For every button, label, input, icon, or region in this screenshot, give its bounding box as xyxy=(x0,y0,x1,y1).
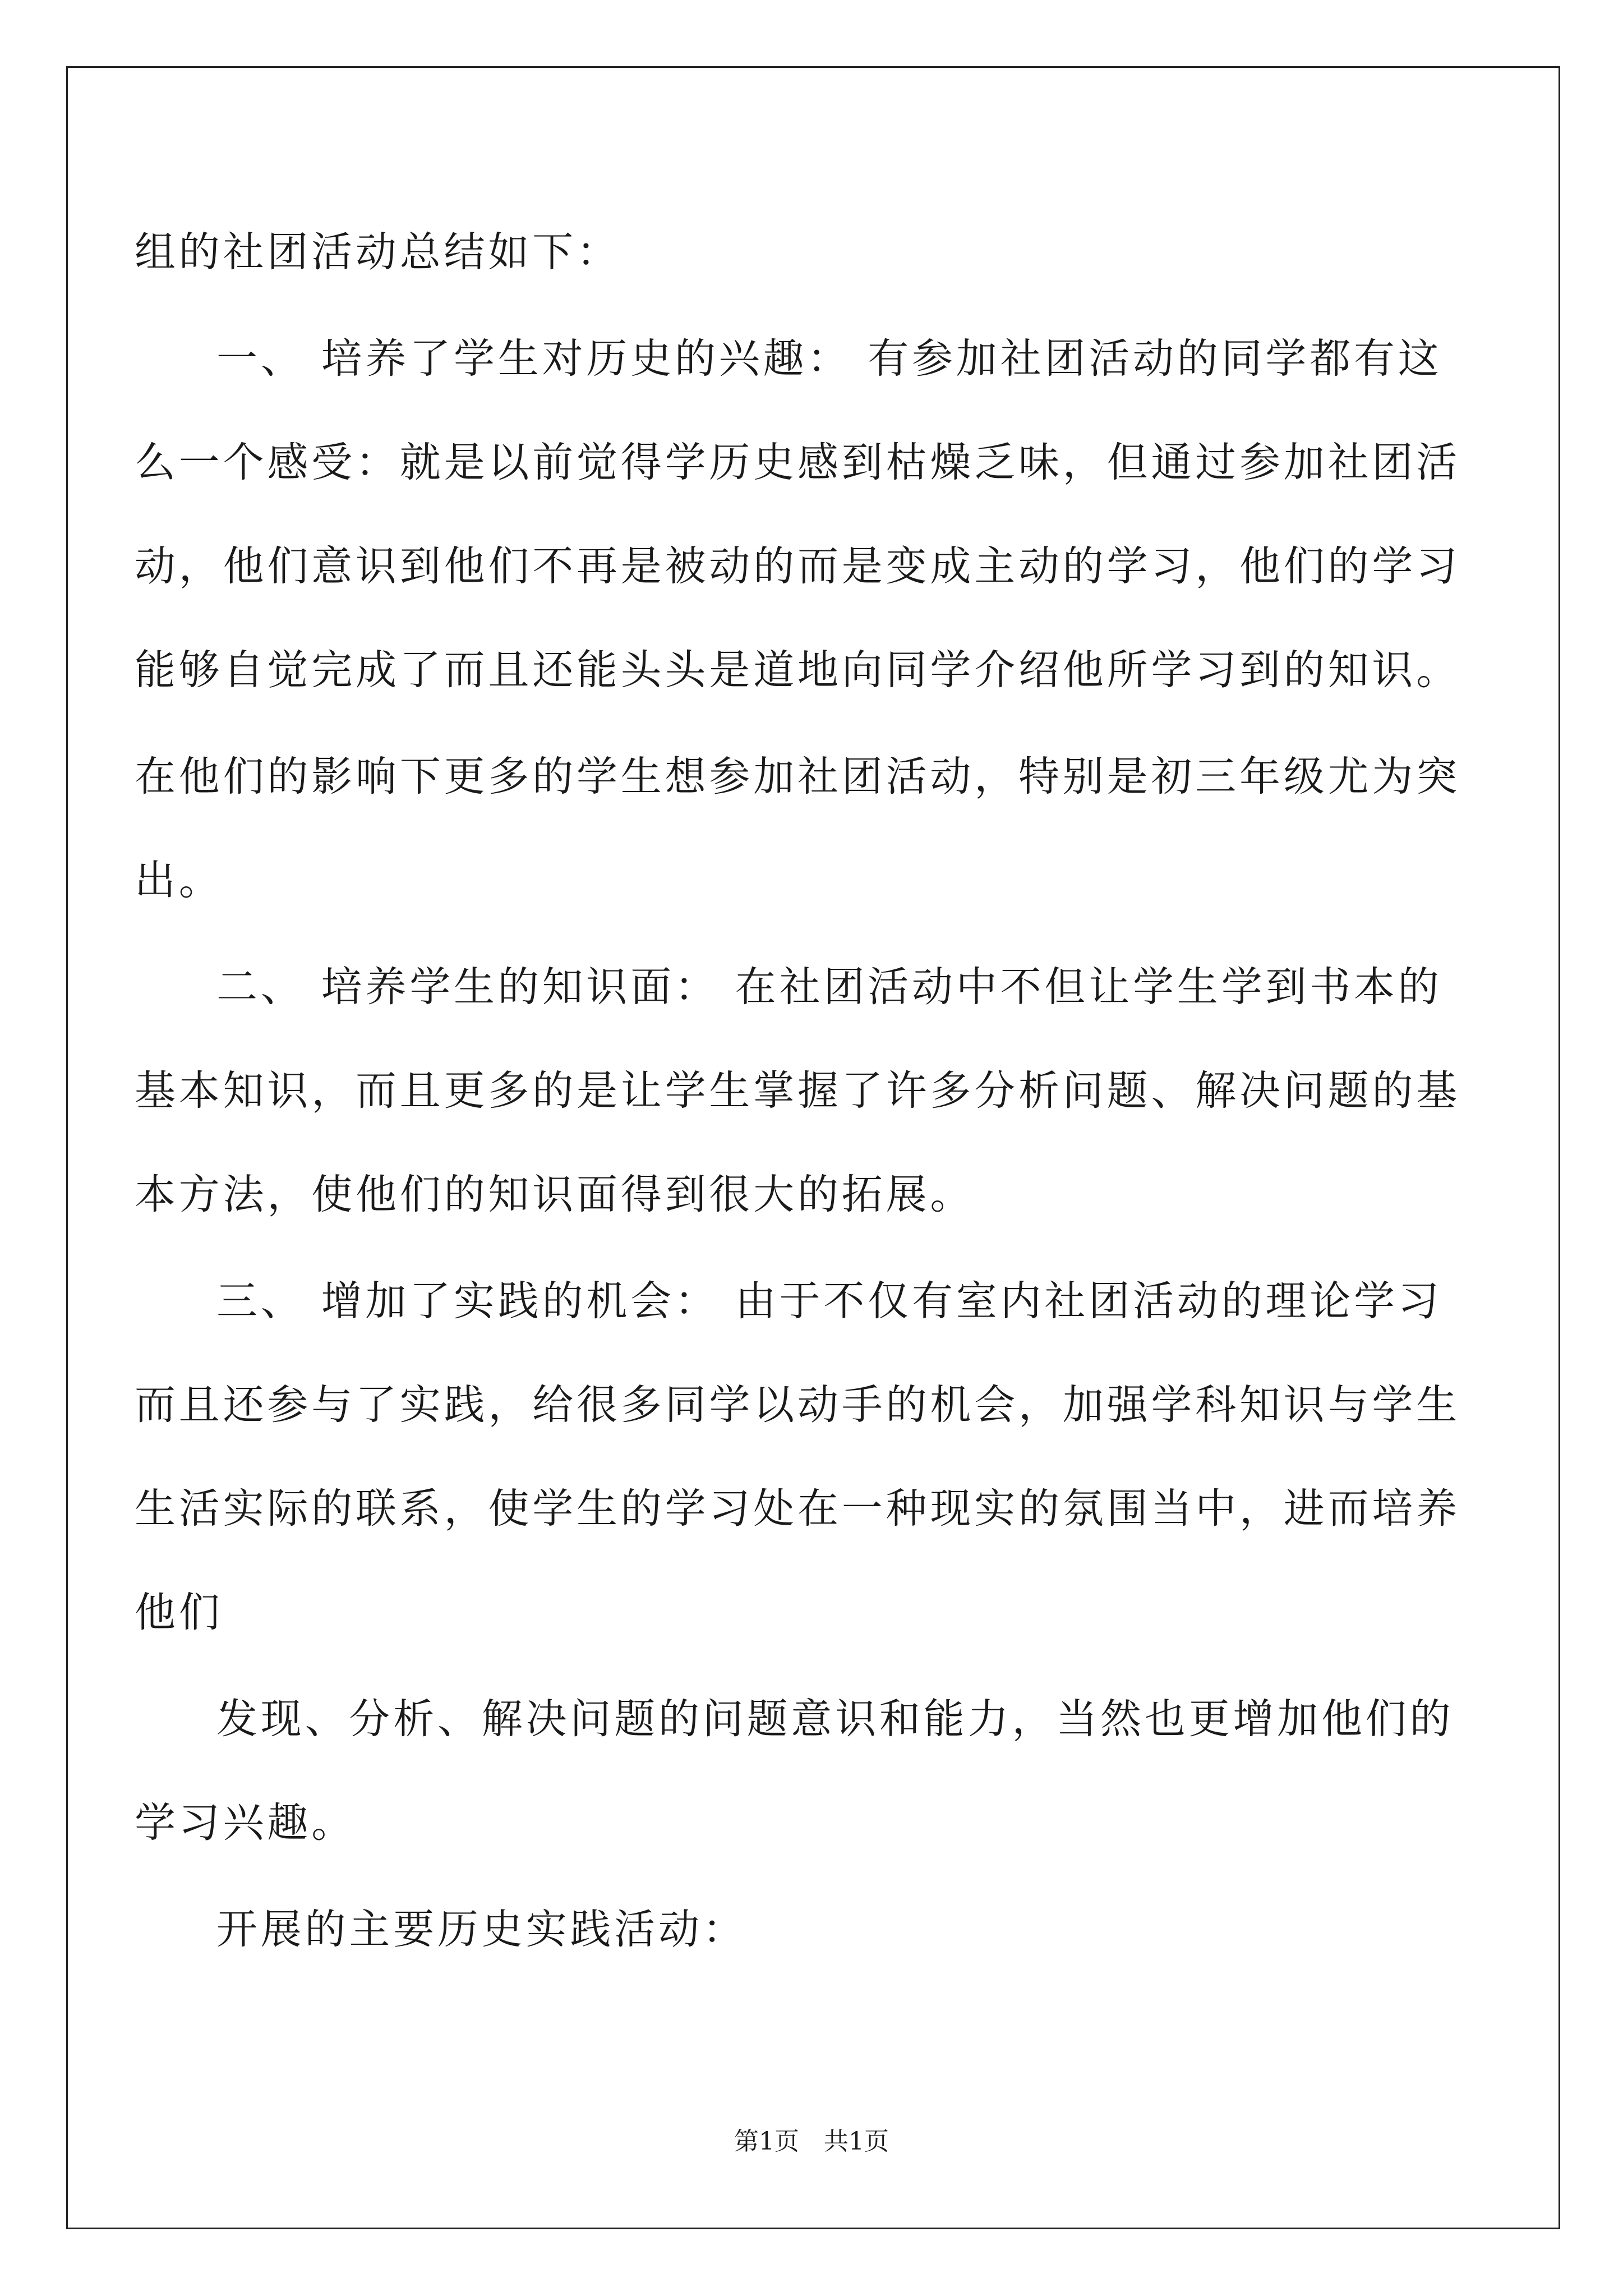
text-line: 能够自觉完成了而且还能头头是道地向同学介绍他所学习到的知识。 xyxy=(135,646,1460,694)
text-line: 发现、分析、解决问题的问题意识和能力，当然也更增加他们的 xyxy=(216,1695,1454,1743)
text-line: 而且还参与了实践，给很多同学以动手的机会，加强学科知识与学生 xyxy=(135,1381,1460,1429)
text-line: 生活实际的联系，使学生的学习处在一种现实的氛围当中，进而培养 xyxy=(135,1485,1460,1533)
section-heading-line: 三、 增加了实践的机会： 由于不仅有室内社团活动的理论学习 xyxy=(216,1277,1442,1325)
text-line: 开展的主要历史实践活动： xyxy=(216,1906,747,1953)
text-line: 学习兴趣。 xyxy=(135,1799,356,1847)
section-heading-line: 二、 培养学生的知识面： 在社团活动中不但让学生学到书本的 xyxy=(216,963,1442,1011)
text-line: 么一个感受：就是以前觉得学历史感到枯燥乏味，但通过参加社团活 xyxy=(135,439,1460,486)
text-line: 组的社团活动总结如下： xyxy=(135,228,621,276)
text-line: 他们 xyxy=(135,1589,223,1636)
text-line: 动，他们意识到他们不再是被动的而是变成主动的学习，他们的学习 xyxy=(135,542,1460,590)
text-line: 基本知识，而且更多的是让学生掌握了许多分析问题、解决问题的基 xyxy=(135,1067,1460,1115)
text-line: 出。 xyxy=(135,857,223,904)
section-heading-line: 一、 培养了学生对历史的兴趣： 有参加社团活动的同学都有这 xyxy=(216,335,1442,383)
text-line: 本方法，使他们的知识面得到很大的拓展。 xyxy=(135,1171,975,1218)
text-line: 在他们的影响下更多的学生想参加社团活动，特别是初三年级尤为突 xyxy=(135,753,1460,800)
page-number: 第1页 共1页 xyxy=(734,2127,889,2156)
